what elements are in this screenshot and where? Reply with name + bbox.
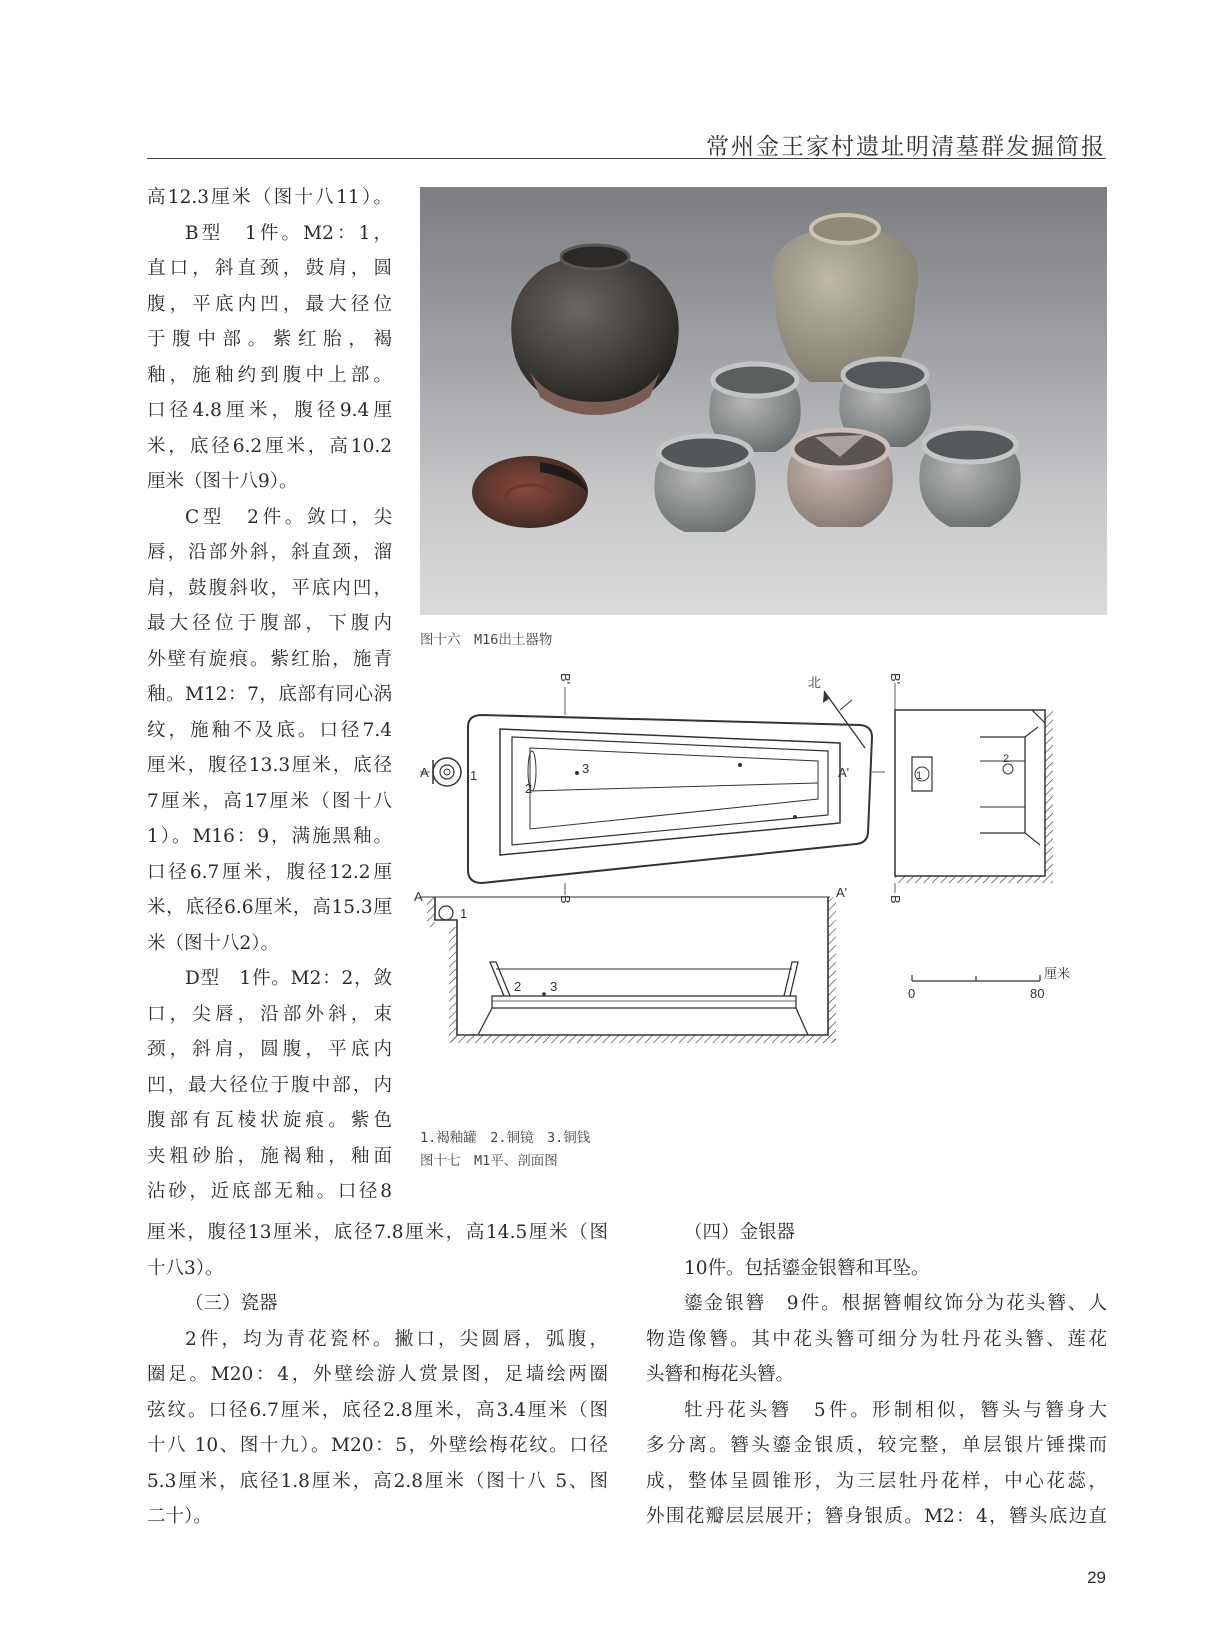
section-label-a-prime: A' <box>836 885 848 900</box>
scale-min: 0 <box>908 986 916 1001</box>
left-column-text <box>147 180 392 1210</box>
bronze-mirror <box>472 456 588 528</box>
plan-view <box>420 687 885 895</box>
paragraph-line: 圈足。M20：4，外壁绘游人赏景图，足墙绘两圈 <box>147 1364 608 1385</box>
paragraph-line: 厘米，腹径13厘米，底径7.8厘米，高14.5厘米（图 <box>147 1222 608 1243</box>
section-a-marker-3: 3 <box>550 979 558 994</box>
paragraph-line: 外壁有旋痕。紫红胎，施青 <box>147 648 392 670</box>
paragraph-line: 7厘米，高17厘米（图十八 <box>147 790 392 812</box>
figure-16-caption: 图十六 M16出土器物 <box>420 632 553 648</box>
section-heading-porcelain: （三）瓷器 <box>185 1293 278 1314</box>
header-rule <box>147 158 1106 159</box>
paragraph-line: 釉，施釉约到腹中上部。 <box>147 364 392 386</box>
paragraph-line: 最大径位于腹部，下腹内 <box>147 613 392 634</box>
section-a-marker-2: 2 <box>514 979 522 994</box>
scale-unit: 厘米 <box>1044 966 1071 981</box>
section-label-a: A <box>414 889 423 904</box>
scale-bar <box>912 975 1040 981</box>
paragraph-line: 十八 10、图十九）。M20：5，外壁绘梅花纹。口径 <box>147 1435 608 1456</box>
paragraph-line: 高12.3厘米（图十八11）。 <box>147 187 392 208</box>
paragraph-line: 直口，斜直颈，鼓肩，圆 <box>147 258 392 279</box>
paragraph-line: 沾砂，近底部无釉。口径8 <box>147 1181 392 1202</box>
section-a-marker-1: 1 <box>460 906 468 921</box>
paragraph-line: 多分离。簪头鎏金银质，较完整，单层银片锤揲而 <box>646 1435 1107 1456</box>
small-jar-front-right <box>919 428 1020 527</box>
paragraph-line: 外围花瓣层层展开；簪身银质。M2：4，簪头底边直 <box>646 1506 1107 1527</box>
section-heading-gold-silver: （四）金银器 <box>684 1222 796 1243</box>
page-number: 29 <box>1087 1568 1106 1587</box>
paragraph-line: 5.3厘米，底径1.8厘米，高2.8厘米（图十八 5、图 <box>147 1470 608 1492</box>
paragraph-line: 唇，沿部外斜，斜直颈，溜 <box>147 542 392 563</box>
paragraph-line: 凹，最大径位于腹中部，内 <box>147 1074 392 1096</box>
paragraph-line: 弦纹。口径6.7厘米，底径2.8厘米，高3.4厘米（图 <box>147 1399 608 1421</box>
section-b-marker-2: 2 <box>1003 753 1010 765</box>
figure-16-photo <box>420 187 1107 615</box>
tan-glazed-jar <box>772 215 919 382</box>
paragraph-line: 十八3）。 <box>147 1257 224 1279</box>
paragraph-line: 米，底径6.2厘米，高10.2 <box>147 435 392 457</box>
paragraph-line: 二十）。 <box>147 1506 212 1527</box>
paragraph-line: 夹粗砂胎，施褐釉，釉面 <box>147 1145 392 1167</box>
paragraph-line: 成，整体呈圆锥形，为三层牡丹花样，中心花蕊， <box>646 1470 1107 1492</box>
paragraph-line: C型 2件。敛口，尖 <box>185 506 392 528</box>
section-a-view <box>420 897 836 1043</box>
paragraph-line: D型 1件。M2：2，敛 <box>185 968 392 989</box>
lower-left-text <box>147 1215 608 1535</box>
paragraph-line: 颈，斜肩，圆腹，平底内 <box>147 1039 392 1060</box>
paragraph-line: 釉。M12：7，底部有同心涡 <box>147 684 392 705</box>
paragraph-line: 2件，均为青花瓷杯。撇口，尖圆唇，弧腹， <box>185 1328 608 1350</box>
section-label-b: B <box>888 895 903 904</box>
paragraph-line: 鎏金银簪 9件。根据簪帽纹饰分为花头簪、人 <box>684 1293 1107 1314</box>
section-b-marker-1: 1 <box>916 770 923 782</box>
dark-glazed-jar <box>511 245 679 415</box>
plan-marker-3: 3 <box>582 761 590 776</box>
paragraph-line: 口，尖唇，沿部外斜，束 <box>147 1003 392 1025</box>
figure-17-caption: 图十七 M1平、剖面图 <box>420 1153 558 1169</box>
plan-marker-1: 1 <box>470 768 478 783</box>
paragraph-line: 10件。包括鎏金银簪和耳坠。 <box>684 1257 930 1279</box>
label-b-prime-top: B' <box>558 673 573 685</box>
paragraph-line: 物造像簪。其中花头簪可细分为牡丹花头簪、莲花 <box>646 1328 1107 1350</box>
paragraph-line: 牡丹花头簪 5件。形制相似，簪头与簪身大 <box>684 1399 1107 1421</box>
north-label: 北 <box>808 675 822 690</box>
scale-max: 80 <box>1030 986 1045 1001</box>
paragraph-line: 纹，施釉不及底。口径7.4 <box>147 719 392 741</box>
label-a-prime: A' <box>838 765 850 780</box>
figure-17-drawing <box>414 665 1110 1105</box>
paragraph-line: 1）。M16：9，满施黑釉。 <box>147 826 392 847</box>
paragraph-line: 于腹中部。紫红胎，褐 <box>147 329 392 350</box>
paragraph-line: 口径6.7厘米，腹径12.2厘 <box>147 861 392 883</box>
figure-17-legend: 1.褐釉罐 2.铜镜 3.铜钱 <box>420 1130 591 1146</box>
paragraph-line: 米（图十八2）。 <box>147 932 280 954</box>
plan-marker-2: 2 <box>525 781 533 796</box>
paragraph-line: 腹部有瓦棱状旋痕。紫色 <box>147 1110 392 1131</box>
section-label-b-prime: B' <box>888 673 903 685</box>
lower-right-text <box>646 1215 1107 1535</box>
label-b-bottom: B <box>558 895 573 904</box>
paragraph-line: 腹，平底内凹，最大径位 <box>147 293 392 315</box>
broken-rim-jar <box>787 430 893 527</box>
paragraph-line: 口径4.8厘米，腹径9.4厘 <box>147 400 392 421</box>
section-b-view <box>895 683 1053 893</box>
running-header-title: 常州金王家村遗址明清墓群发掘简报 <box>706 134 1106 160</box>
paragraph-line: 肩，鼓腹斜收，平底内凹， <box>147 577 392 599</box>
small-jar-front-left <box>654 436 755 532</box>
paragraph-line: 厘米，腹径13.3厘米，底径 <box>147 755 392 776</box>
paragraph-line: B型 1件。M2：1， <box>185 222 392 244</box>
paragraph-line: 头簪和梅花头簪。 <box>646 1364 795 1385</box>
paragraph-line: 厘米（图十八9）。 <box>147 471 298 492</box>
label-a: A <box>420 765 429 780</box>
paragraph-line: 米，底径6.6厘米，高15.3厘 <box>147 897 392 918</box>
